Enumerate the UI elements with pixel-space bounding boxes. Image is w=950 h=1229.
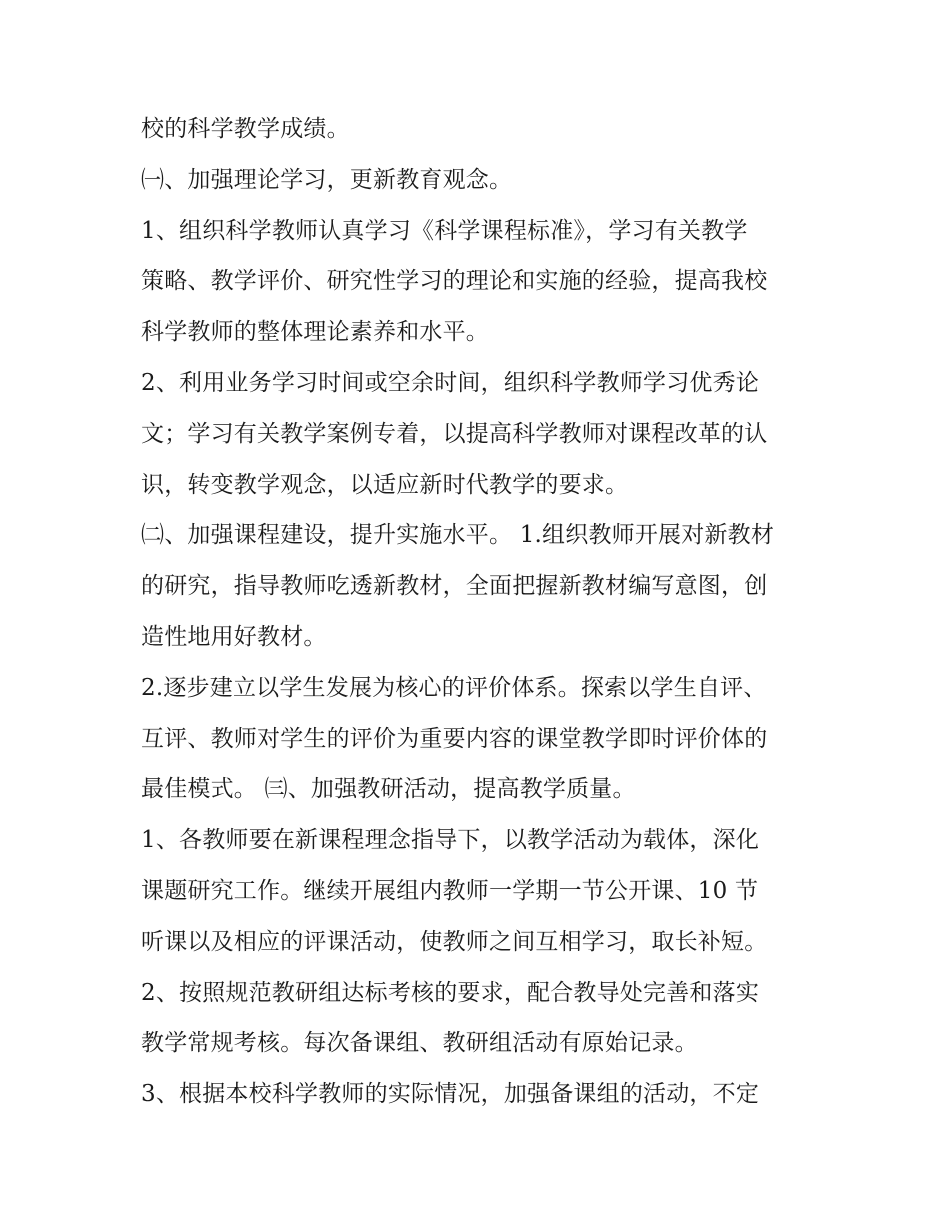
text-line: 文；学习有关教学案例专着，以提高科学教师对课程改革的认 [141, 420, 768, 447]
text-line: 的研究，指导教师吃透新教材，全面把握新教材编写意图，创 [141, 573, 768, 600]
text-line: 策略、教学评价、研究性学习的理论和实施的经验，提高我校 [141, 268, 768, 295]
text-line: 1、各教师要在新课程理念指导下，以教学活动为载体，深化 [141, 827, 760, 854]
text-line: 教学常规考核。每次备课组、教研组活动有原始记录。 [141, 1030, 698, 1057]
text-line: 2.逐步建立以学生发展为核心的评价体系。探索以学生自评、 [141, 674, 767, 701]
text-line: 互评、教师对学生的评价为重要内容的课堂教学即时评价体的 [141, 725, 768, 752]
text-line: 听课以及相应的评课活动，使教师之间互相学习，取长补短。 [141, 928, 768, 955]
text-line: 课题研究工作。继续开展组内教师一学期一节公开课、10 节 [141, 877, 759, 904]
text-line: 识，转变教学观念，以适应新时代教学的要求。 [141, 471, 629, 498]
section-heading: 最佳模式。 ㈢、加强教研活动，提高教学质量。 [141, 776, 636, 803]
text-line: 2、按照规范教研组达标考核的要求，配合教导处完善和落实 [141, 979, 760, 1006]
text-line: 1、组织科学教师认真学习《科学课程标准》，学习有关教学 [141, 217, 748, 244]
text-line: 科学教师的整体理论素养和水平。 [141, 319, 489, 346]
text-line: 造性地用好教材。 [141, 623, 327, 650]
section-heading: ㈠、加强理论学习，更新教育观念。 [141, 166, 513, 193]
document-body [141, 104, 821, 1120]
section-heading: ㈡、加强课程建设，提升实施水平。 1.组织教师开展对新教材 [141, 522, 775, 549]
text-line: 3、根据本校科学教师的实际情况，加强备课组的活动，不定 [141, 1081, 760, 1108]
text-line: 校的科学教学成绩。 [141, 116, 350, 142]
text-line: 2、利用业务学习时间或空余时间，组织科学教师学习优秀论 [141, 369, 760, 396]
